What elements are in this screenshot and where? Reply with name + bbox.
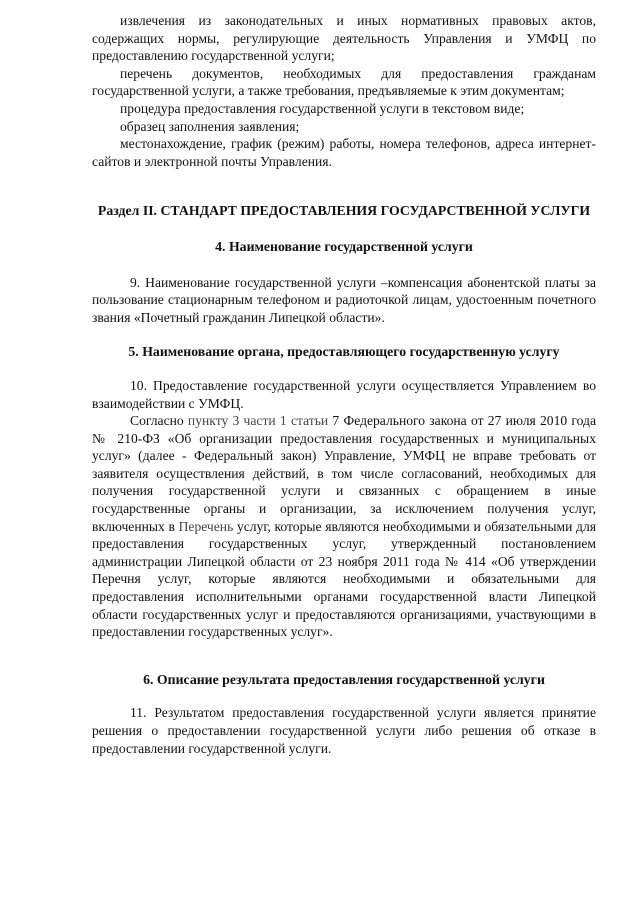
intro-item-1: извлечения из законодательных и иных нормативных правовых актов, содержащих нормы, регулирующие деятельность Управления и УМФЦ по предоставлению государственной услуги; — [92, 13, 596, 64]
paragraph-10: 10. Предоставление государственной услуги осуществляется Управлением во взаимодействии с УМФЦ. — [92, 377, 596, 411]
subsection-5-title: 5. Наименование органа, предоставляющего государственную услугу — [128, 344, 560, 360]
subsection-4-title: 4. Наименование государственной услуги — [215, 238, 473, 254]
p10b-end: услуг, которые являются необходимыми и обязательными для предоставления государственных услуг, утвержденный постановлением администрации Липецкой области от 23 ноября 2011 года № 414 «Об утверждении Перечня услуг, которые являются необходимыми и обязательными для предоставления исполнительными органами государственной власти Липецкой области государственных услуг и предоставляются организациями, участвующими в предоставлении государственных услуг». — [92, 518, 597, 640]
paragraph-11: 11. Результатом предоставления государственной услуги является принятие решения о предоставлении государственной услуги либо решения об отказе в предоставлении государственной услуги. — [92, 705, 596, 756]
services-list-link[interactable]: Перечень — [178, 518, 234, 534]
document-page — [92, 12, 596, 757]
subsection-6-title: 6. Описание результата предоставления государственной услуги — [143, 671, 545, 687]
law-article-link[interactable]: пункту 3 части 1 статьи — [187, 413, 329, 429]
intro-item-5: местонахождение, график (режим) работы, номера телефонов, адреса интернет-сайтов и электронной почты Управления. — [92, 136, 596, 169]
p10b-start: Согласно — [130, 413, 188, 429]
intro-item-4: образец заполнения заявления; — [120, 118, 300, 134]
p10b-middle: 7 Федерального закона от 27 июля 2010 года № 210-ФЗ «Об организации предоставления государственных и муниципальных услуг» (далее - Федеральный закон) Управление, УМФЦ не вправе требовать от заявителя осуществления действий, в том числе согласований, необходимых для получения государственной услуги и связанных с обращением в иные государственные органы и организации, за исключением получения услуг, включенных в — [92, 413, 596, 534]
paragraph-10-continued — [92, 412, 596, 641]
section-title: Раздел II. СТАНДАРТ ПРЕДОСТАВЛЕНИЯ ГОСУДАРСТВЕННОЙ УСЛУГИ — [97, 203, 591, 219]
intro-item-2: перечень документов, необходимых для предоставления гражданам государственной услуги, а также требования, предъявляемые к этим документам; — [92, 65, 596, 99]
paragraph-9: 9. Наименование государственной услуги –компенсация абонентской платы за пользование стационарным телефоном и радиоточкой лицам, удостоенным почетного звания «Почетный гражданин Липецкой области». — [92, 274, 596, 325]
intro-item-3: процедура предоставления государственной услуги в текстовом виде; — [120, 100, 525, 116]
